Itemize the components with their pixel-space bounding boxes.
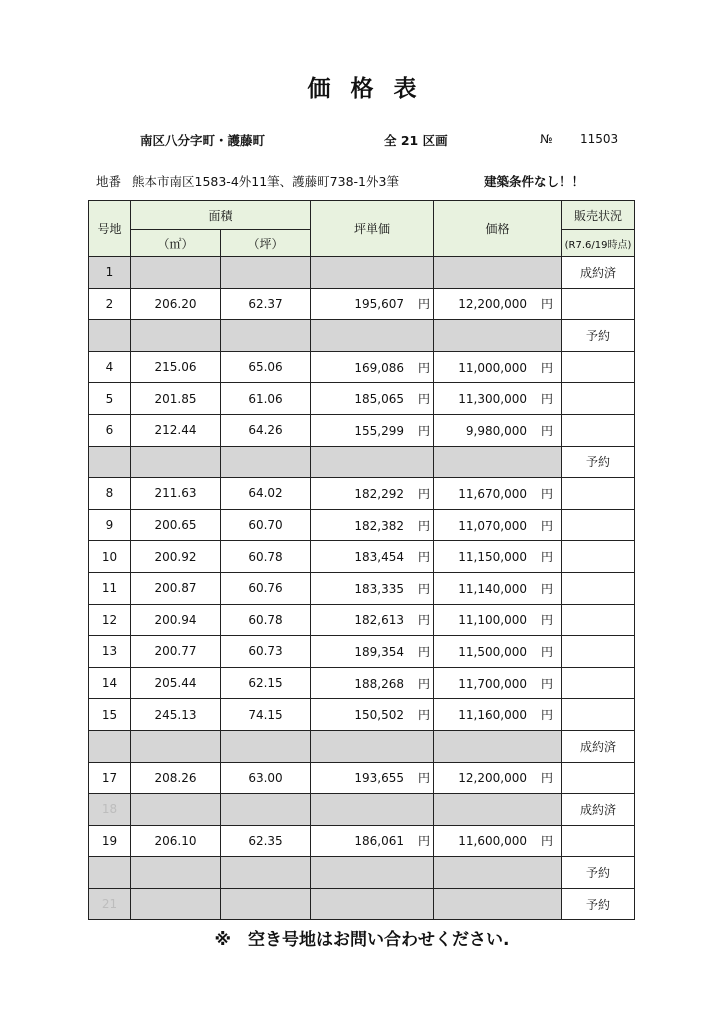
status-cell: 成約済 xyxy=(562,794,635,826)
unit-price-cell xyxy=(311,257,434,289)
unit-price-value: 188,268 xyxy=(354,676,404,691)
unit-price-value: 182,292 xyxy=(354,486,404,501)
yen-unit: 円 xyxy=(541,360,554,375)
header-status-date: (R7.6/19時点) xyxy=(562,230,635,257)
lot-number-cell: 8 xyxy=(89,478,131,510)
unit-price-value: 150,502 xyxy=(354,708,404,723)
lot-label: 地番 xyxy=(96,174,122,189)
area-tsubo-cell: 61.06 xyxy=(221,383,311,415)
area-tsubo-cell: 60.76 xyxy=(221,572,311,604)
status-cell: 予約 xyxy=(562,320,635,352)
number-value: 11503 xyxy=(580,132,619,146)
price-value: 11,700,000 xyxy=(458,676,527,691)
area-m2-cell: 215.06 xyxy=(131,351,221,383)
area-name: 南区八分字町・護藤町 xyxy=(140,133,266,148)
status-cell xyxy=(562,762,635,794)
area-m2-cell: 206.10 xyxy=(131,825,221,857)
table-row xyxy=(89,320,635,352)
price-value: 11,150,000 xyxy=(458,550,527,565)
status-cell xyxy=(562,604,635,636)
number-label: № xyxy=(540,132,553,146)
area-tsubo-cell: 62.15 xyxy=(221,667,311,699)
yen-unit: 円 xyxy=(418,708,431,723)
area-m2-cell: 208.26 xyxy=(131,762,221,794)
table-row xyxy=(89,604,635,636)
unit-price-value: 183,335 xyxy=(354,581,404,596)
header-price: 価格 xyxy=(434,201,562,257)
area-m2-cell: 200.65 xyxy=(131,509,221,541)
status-cell xyxy=(562,383,635,415)
unit-price-cell xyxy=(311,446,434,478)
area-m2-cell: 200.77 xyxy=(131,636,221,668)
price-cell xyxy=(434,604,562,636)
unit-price-cell xyxy=(311,572,434,604)
yen-unit: 円 xyxy=(541,486,554,501)
table-row xyxy=(89,636,635,668)
unit-price-cell xyxy=(311,762,434,794)
lot-number-cell: 15 xyxy=(89,699,131,731)
price-value: 11,600,000 xyxy=(458,834,527,849)
yen-unit: 円 xyxy=(418,676,431,691)
price-cell xyxy=(434,699,562,731)
area-tsubo-cell: 64.02 xyxy=(221,478,311,510)
lot-number-cell: 10 xyxy=(89,541,131,573)
area-tsubo-cell: 60.78 xyxy=(221,541,311,573)
header-area-m2: （㎡） xyxy=(131,230,221,257)
area-m2-cell: 211.63 xyxy=(131,478,221,510)
price-cell xyxy=(434,825,562,857)
unit-price-cell xyxy=(311,351,434,383)
area-m2-cell xyxy=(131,730,221,762)
price-value: 11,500,000 xyxy=(458,644,527,659)
area-tsubo-cell: 60.73 xyxy=(221,636,311,668)
status-cell xyxy=(562,351,635,383)
unit-price-cell xyxy=(311,888,434,920)
yen-unit: 円 xyxy=(418,518,431,533)
yen-unit: 円 xyxy=(541,297,554,312)
status-cell xyxy=(562,636,635,668)
status-cell: 成約済 xyxy=(562,257,635,289)
table-row xyxy=(89,383,635,415)
yen-unit: 円 xyxy=(418,644,431,659)
area-tsubo-cell xyxy=(221,888,311,920)
header-lot: 号地 xyxy=(89,201,131,257)
yen-unit: 円 xyxy=(541,392,554,407)
yen-unit: 円 xyxy=(418,834,431,849)
table-row xyxy=(89,762,635,794)
area-tsubo-cell xyxy=(221,446,311,478)
table-row xyxy=(89,699,635,731)
status-cell xyxy=(562,667,635,699)
yen-unit: 円 xyxy=(418,360,431,375)
unit-price-value: 185,065 xyxy=(354,392,404,407)
area-m2-cell xyxy=(131,320,221,352)
area-m2-cell: 200.87 xyxy=(131,572,221,604)
table-row xyxy=(89,541,635,573)
price-cell xyxy=(434,383,562,415)
lot-number-cell: 21 xyxy=(89,888,131,920)
table-row xyxy=(89,825,635,857)
table-row xyxy=(89,446,635,478)
unit-price-cell xyxy=(311,414,434,446)
yen-unit: 円 xyxy=(418,613,431,628)
lot-number-cell: 17 xyxy=(89,762,131,794)
lot-number-cell: 9 xyxy=(89,509,131,541)
table-row xyxy=(89,888,635,920)
lot-number-cell: 5 xyxy=(89,383,131,415)
price-cell xyxy=(434,509,562,541)
area-m2-cell: 245.13 xyxy=(131,699,221,731)
unit-price-value: 193,655 xyxy=(354,771,404,786)
lot-number-cell: 1 xyxy=(89,257,131,289)
yen-unit: 円 xyxy=(418,581,431,596)
price-value: 11,140,000 xyxy=(458,581,527,596)
status-cell xyxy=(562,478,635,510)
price-value: 11,100,000 xyxy=(458,613,527,628)
yen-unit: 円 xyxy=(541,708,554,723)
unit-price-value: 183,454 xyxy=(354,550,404,565)
yen-unit: 円 xyxy=(541,550,554,565)
yen-unit: 円 xyxy=(418,297,431,312)
area-m2-cell: 201.85 xyxy=(131,383,221,415)
title-char: 格 xyxy=(350,76,374,102)
area-tsubo-cell: 62.35 xyxy=(221,825,311,857)
price-value: 11,000,000 xyxy=(458,360,527,375)
yen-unit: 円 xyxy=(541,834,554,849)
yen-unit: 円 xyxy=(541,518,554,533)
area-m2-cell xyxy=(131,257,221,289)
yen-unit: 円 xyxy=(418,486,431,501)
table-row xyxy=(89,730,635,762)
price-cell xyxy=(434,351,562,383)
price-cell xyxy=(434,762,562,794)
building-condition: 建築条件なし！！ xyxy=(484,174,585,189)
price-value: 11,160,000 xyxy=(458,708,527,723)
unit-price-cell xyxy=(311,825,434,857)
area-tsubo-cell: 63.00 xyxy=(221,762,311,794)
unit-price-cell xyxy=(311,509,434,541)
lot-number-cell: 11 xyxy=(89,572,131,604)
unit-price-cell xyxy=(311,383,434,415)
area-tsubo-cell xyxy=(221,857,311,889)
area-tsubo-cell: 60.78 xyxy=(221,604,311,636)
table-row xyxy=(89,288,635,320)
unit-price-value: 195,607 xyxy=(354,297,404,312)
price-table xyxy=(88,200,635,920)
unit-price-cell xyxy=(311,320,434,352)
price-cell xyxy=(434,636,562,668)
table-row xyxy=(89,414,635,446)
price-value: 11,670,000 xyxy=(458,486,527,501)
table-row xyxy=(89,667,635,699)
table-row xyxy=(89,257,635,289)
area-tsubo-cell: 65.06 xyxy=(221,351,311,383)
lot-number-cell xyxy=(89,446,131,478)
status-cell xyxy=(562,414,635,446)
footer-note: ※ 空き号地はお問い合わせください. xyxy=(214,930,510,950)
unit-price-value: 155,299 xyxy=(354,423,404,438)
area-m2-cell: 200.94 xyxy=(131,604,221,636)
price-cell xyxy=(434,446,562,478)
lot-number-cell: 2 xyxy=(89,288,131,320)
unit-price-cell xyxy=(311,288,434,320)
title-char: 価 xyxy=(307,76,331,102)
status-cell xyxy=(562,825,635,857)
area-m2-cell: 212.44 xyxy=(131,414,221,446)
unit-price-value: 186,061 xyxy=(354,834,404,849)
yen-unit: 円 xyxy=(418,550,431,565)
area-m2-cell xyxy=(131,857,221,889)
area-tsubo-cell xyxy=(221,257,311,289)
unit-price-cell xyxy=(311,794,434,826)
lot-number-cell: 13 xyxy=(89,636,131,668)
price-cell xyxy=(434,414,562,446)
price-cell xyxy=(434,794,562,826)
price-value: 11,070,000 xyxy=(458,518,527,533)
yen-unit: 円 xyxy=(541,644,554,659)
header-unit-price: 坪単価 xyxy=(311,201,434,257)
price-cell xyxy=(434,857,562,889)
price-cell xyxy=(434,667,562,699)
price-cell xyxy=(434,320,562,352)
table-row xyxy=(89,509,635,541)
table-row xyxy=(89,351,635,383)
lot-number-cell xyxy=(89,857,131,889)
unit-price-cell xyxy=(311,636,434,668)
table-row xyxy=(89,478,635,510)
price-cell xyxy=(434,888,562,920)
table-row xyxy=(89,572,635,604)
lot-number-cell xyxy=(89,730,131,762)
area-tsubo-cell: 64.26 xyxy=(221,414,311,446)
header-area-tsubo: （坪） xyxy=(221,230,311,257)
area-tsubo-cell xyxy=(221,730,311,762)
page-title xyxy=(0,70,724,103)
status-cell: 成約済 xyxy=(562,730,635,762)
price-cell xyxy=(434,257,562,289)
yen-unit: 円 xyxy=(418,392,431,407)
yen-unit: 円 xyxy=(541,613,554,628)
yen-unit: 円 xyxy=(541,676,554,691)
lot-number-cell xyxy=(89,320,131,352)
status-cell xyxy=(562,572,635,604)
yen-unit: 円 xyxy=(541,771,554,786)
status-cell xyxy=(562,288,635,320)
status-cell: 予約 xyxy=(562,888,635,920)
area-m2-cell: 200.92 xyxy=(131,541,221,573)
header-status: 販売状況 xyxy=(562,201,635,230)
yen-unit: 円 xyxy=(418,771,431,786)
unit-price-cell xyxy=(311,667,434,699)
unit-price-cell xyxy=(311,857,434,889)
unit-price-value: 169,086 xyxy=(354,360,404,375)
total-lots: 全 21 区画 xyxy=(384,133,448,148)
price-value: 12,200,000 xyxy=(458,297,527,312)
area-tsubo-cell: 60.70 xyxy=(221,509,311,541)
area-m2-cell xyxy=(131,794,221,826)
status-cell xyxy=(562,541,635,573)
header-area: 面積 xyxy=(131,201,311,230)
price-cell xyxy=(434,478,562,510)
table-row xyxy=(89,857,635,889)
area-m2-cell: 205.44 xyxy=(131,667,221,699)
area-tsubo-cell xyxy=(221,794,311,826)
price-value: 11,300,000 xyxy=(458,392,527,407)
price-cell xyxy=(434,541,562,573)
price-value: 12,200,000 xyxy=(458,771,527,786)
yen-unit: 円 xyxy=(418,423,431,438)
lot-number-cell: 14 xyxy=(89,667,131,699)
status-cell xyxy=(562,509,635,541)
unit-price-cell xyxy=(311,541,434,573)
unit-price-cell xyxy=(311,478,434,510)
yen-unit: 円 xyxy=(541,423,554,438)
area-m2-cell xyxy=(131,446,221,478)
status-cell: 予約 xyxy=(562,446,635,478)
unit-price-value: 189,354 xyxy=(354,644,404,659)
area-tsubo-cell: 74.15 xyxy=(221,699,311,731)
price-cell xyxy=(434,730,562,762)
lot-value: 熊本市南区1583-4外11筆、護藤町738-1外3筆 xyxy=(132,174,399,189)
unit-price-cell xyxy=(311,730,434,762)
price-value: 9,980,000 xyxy=(465,423,527,438)
area-m2-cell: 206.20 xyxy=(131,288,221,320)
unit-price-value: 182,613 xyxy=(354,613,404,628)
price-cell xyxy=(434,572,562,604)
table-row xyxy=(89,794,635,826)
status-cell xyxy=(562,699,635,731)
area-tsubo-cell xyxy=(221,320,311,352)
area-tsubo-cell: 62.37 xyxy=(221,288,311,320)
title-char: 表 xyxy=(393,76,417,102)
unit-price-cell xyxy=(311,699,434,731)
unit-price-value: 182,382 xyxy=(354,518,404,533)
unit-price-cell xyxy=(311,604,434,636)
lot-number-cell: 19 xyxy=(89,825,131,857)
status-cell: 予約 xyxy=(562,857,635,889)
lot-number-cell: 12 xyxy=(89,604,131,636)
price-cell xyxy=(434,288,562,320)
area-m2-cell xyxy=(131,888,221,920)
lot-number-cell: 4 xyxy=(89,351,131,383)
lot-number-cell: 6 xyxy=(89,414,131,446)
yen-unit: 円 xyxy=(541,581,554,596)
lot-number-cell: 18 xyxy=(89,794,131,826)
